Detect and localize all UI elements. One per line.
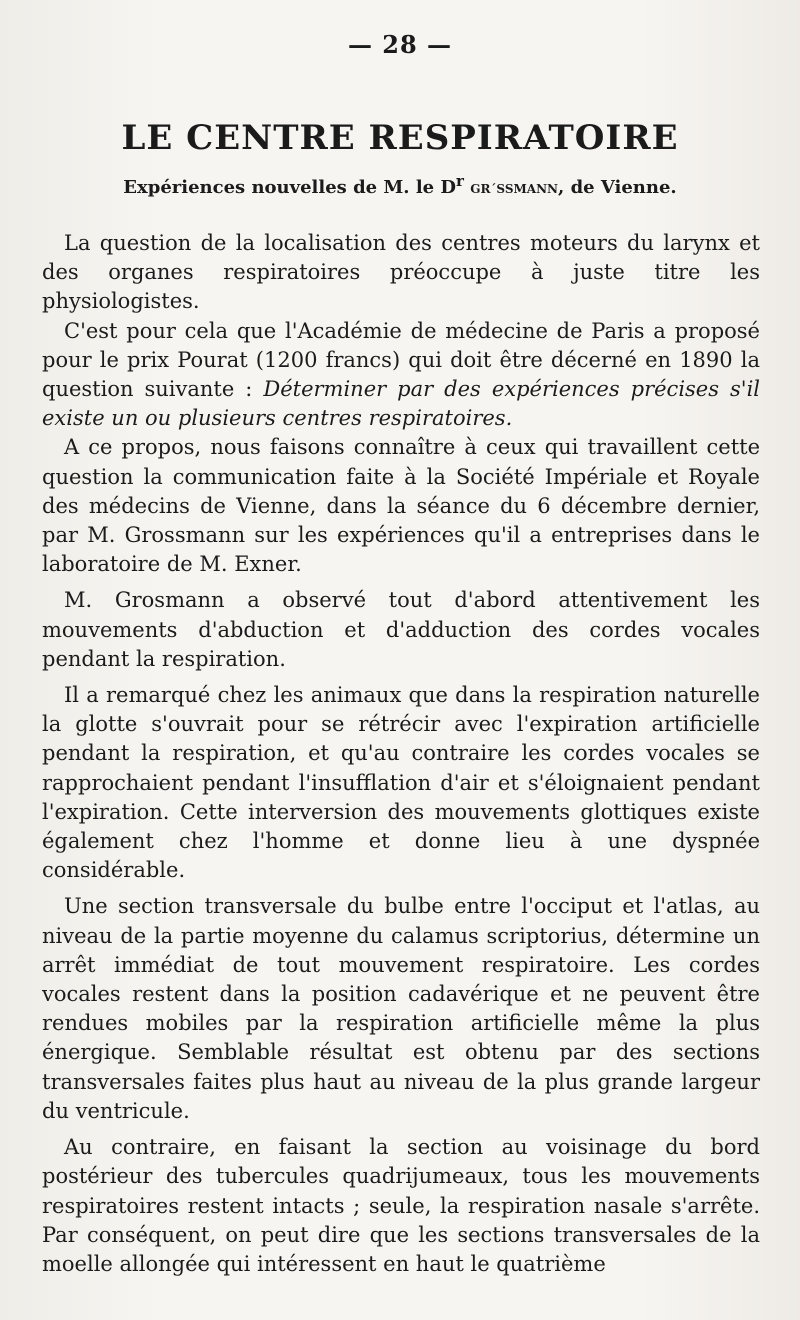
subtitle-text: Expériences nouvelles de M. le D bbox=[123, 177, 457, 198]
author-name: GR´SSMANN bbox=[470, 182, 559, 196]
paragraph-7: Au contraire, en faisant la section au voisinage du bord postérieur des tubercules quadrijumeaux, tous les mouvements respiratoires restent intacts ; seule, la respiration nasale s'arrête. Par conséquent, on peut dire que les sections transversales de la moelle allongée qui intéressent en haut le quatrième bbox=[42, 1135, 760, 1276]
paragraph-3: A ce propos, nous faisons connaître à ceux qui travaillent cette question la communication faite à la Société Impériale et Royale des médecins de Vienne, dans la séance du 6 décembre dernier, par M. Grossmann sur les expériences qu'il a entreprises dans le laboratoire de M. Exner. bbox=[42, 435, 760, 577]
page-number: — 28 — bbox=[347, 30, 453, 59]
paragraph-1: La question de la localisation des centres moteurs du larynx et des organes respiratoires préoccupe à juste titre les physiologistes. bbox=[42, 231, 760, 314]
paragraph-6: Une section transversale du bulbe entre l'occiput et l'atlas, au niveau de la partie moyenne du calamus scriptorius, détermine un arrêt immédiat de tout mouvement respiratoire. Les cordes vocales restent dans la position cadavérique et ne peuvent être rendues mobiles par la respiration artificielle même la plus énergique. Semblable résultat est obtenu par des sections transversales faites plus haut au niveau de la plus grande largeur du ventricule. bbox=[42, 894, 760, 1123]
subtitle-location: , de Vienne. bbox=[558, 177, 677, 198]
article-body bbox=[42, 229, 760, 1279]
paragraph-4: M. Grosmann a observé tout d'abord attentivement les mouvements d'abduction et d'adduction des cordes vocales pendant la respiration. bbox=[42, 588, 760, 671]
paragraph-2-italic: Déterminer par des expériences précises s'il existe un ou plusieurs centres respiratoires. bbox=[42, 377, 760, 431]
article-subtitle bbox=[0, 172, 800, 198]
article-title: LE CENTRE RESPIRATOIRE bbox=[121, 118, 679, 158]
paragraph-2-text: C'est pour cela que l'Académie de médecine de Paris a proposé pour le prix Pourat (1200 francs) qui doit être décerné en 1890 la question suivante : bbox=[42, 318, 760, 402]
paragraph-5: Il a remarqué chez les animaux que dans la respiration naturelle la glotte s'ouvrait pour se rétrécir avec l'expiration artificielle pendant la respiration, et qu'au contraire les cordes vocales se rapprochaient pendant l'insufflation d'air et s'éloignaient pendant l'expiration. Cette interversion des mouvements glottiques existe également chez l'homme et donne lieu à une dyspnée considérable. bbox=[42, 683, 760, 883]
subtitle-superscript: r bbox=[456, 172, 464, 190]
paragraph-2 bbox=[42, 317, 760, 434]
